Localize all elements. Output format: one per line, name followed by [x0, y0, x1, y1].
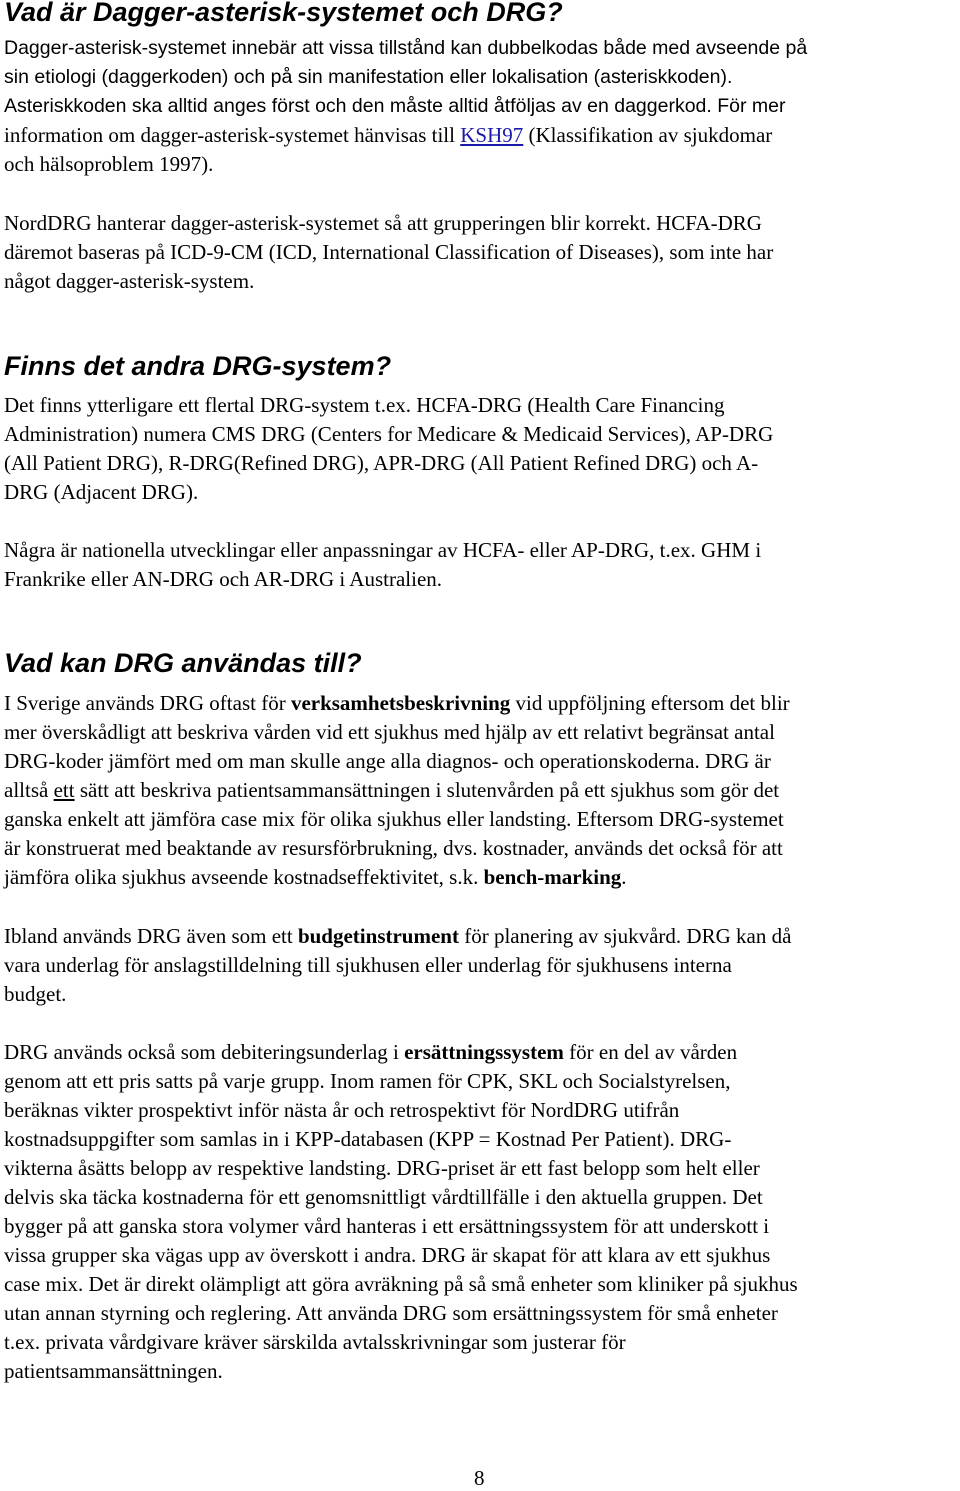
text-line: Administration) numera CMS DRG (Centers for Medicare & Medicaid Services), AP-DRG: [4, 422, 774, 446]
text-line: vissa grupper ska vägas upp av överskott i andra. DRG är skapat för att klara av ett sjukhus: [4, 1243, 771, 1267]
text-line: [4, 121, 772, 150]
text-span: .: [621, 865, 627, 889]
text-line: är konstruerat med beaktande av resursförbrukning, dvs. kostnader, används det också för att: [4, 836, 783, 860]
text-line: patientsammansättningen.: [4, 1359, 223, 1383]
text-span: för en del av vården: [563, 1040, 738, 1064]
page-number: 8: [474, 1466, 485, 1490]
text-span: I Sverige används DRG oftast för: [4, 691, 291, 715]
text-line: ganska enkelt att jämföra case mix för olika sjukhus eller landsting. Eftersom DRG-systemet: [4, 807, 784, 831]
text-line: Det finns ytterligare ett flertal DRG-system t.ex. HCFA-DRG (Health Care Financing: [4, 393, 725, 417]
text-line: Några är nationella utvecklingar eller anpassningar av HCFA- eller AP-DRG, t.ex. GHM i: [4, 538, 762, 562]
text-line: [4, 689, 790, 718]
text-line: [4, 776, 779, 805]
text-span: jämföra olika sjukhus avseende kostnadseffektivitet, s.k.: [4, 865, 484, 889]
underlined-word: ett: [53, 778, 75, 802]
text-span: information om dagger-asterisk-systemet hänvisas till: [4, 123, 461, 147]
text-line: vikterna åsätts belopp av respektive landsting. DRG-priset är ett fast belopp som helt eller: [4, 1156, 760, 1180]
text-line: DRG (Adjacent DRG).: [4, 480, 199, 504]
text-span: DRG används också som debiteringsunderlag i: [4, 1040, 405, 1064]
text-line: däremot baseras på ICD-9-CM (ICD, International Classification of Diseases), som inte har: [4, 240, 774, 264]
text-line: Frankrike eller AN-DRG och AR-DRG i Australien.: [4, 567, 443, 591]
text-line: t.ex. privata vårdgivare kräver särskilda avtalsskrivningar som justerar för: [4, 1330, 626, 1354]
section-heading-drg-usage: Vad kan DRG användas till?: [4, 648, 362, 678]
bold-term: budgetinstrument: [297, 924, 459, 948]
text-line: DRG-koder jämfört med om man skulle ange alla diagnos- och operationskoderna. DRG är: [4, 749, 771, 773]
text-span: för planering av sjukvård. DRG kan då: [458, 924, 792, 948]
text-line: mer överskådligt att beskriva vården vid ett sjukhus med hjälp av ett relativt begränsat antal: [4, 720, 775, 744]
text-line: delvis ska täcka kostnaderna för ett genomsnittligt vårdtillfälle i den aktuella gruppen. Det: [4, 1185, 763, 1209]
text-line: budget.: [4, 982, 67, 1006]
text-line: utan annan styrning och reglering. Att använda DRG som ersättningssystem för små enheter: [4, 1301, 778, 1325]
text-line: genom att ett pris satts på varje grupp. Inom ramen för CPK, SKL och Socialstyrelsen,: [4, 1069, 731, 1093]
text-span: vid uppföljning eftersom det blir: [510, 691, 790, 715]
ksh97-link[interactable]: KSH97: [460, 123, 524, 147]
text-line: bygger på att ganska stora volymer vård hanteras i ett ersättningssystem för att underskott i: [4, 1214, 770, 1238]
text-line: något dagger-asterisk-system.: [4, 269, 255, 293]
text-span: (Klassifikation av sjukdomar: [523, 123, 773, 147]
text-line: och hälsoproblem 1997).: [4, 152, 214, 176]
text-span: alltså: [4, 778, 54, 802]
text-line: sin etiologi (daggerkoden) och på sin manifestation eller lokalisation (asteriskkoden).: [4, 66, 733, 88]
text-line: [4, 1038, 737, 1067]
text-line: Dagger-asterisk-systemet innebär att vissa tillstånd kan dubbelkodas både med avseende på: [4, 37, 808, 59]
bold-term: ersättningssystem: [404, 1040, 564, 1064]
text-span: Ibland används DRG även som ett: [4, 924, 298, 948]
section-heading-dagger-asterisk: Vad är Dagger-asterisk-systemet och DRG?: [4, 0, 563, 27]
text-line: beräknas vikter prospektivt inför nästa år och retrospektivt för NordDRG utifrån: [4, 1098, 680, 1122]
text-line: (All Patient DRG), R-DRG(Refined DRG), APR-DRG (All Patient Refined DRG) och A-: [4, 451, 759, 475]
text-line: case mix. Det är direkt olämpligt att göra avräkning på så små enheter som kliniker på sjukhus: [4, 1272, 798, 1296]
text-line: kostnadsuppgifter som samlas in i KPP-databasen (KPP = Kostnad Per Patient). DRG-: [4, 1127, 732, 1151]
section-heading-other-drg-systems: Finns det andra DRG-system?: [4, 351, 392, 381]
bold-term: verksamhetsbeskrivning: [290, 691, 511, 715]
text-line: [4, 922, 791, 951]
text-line: NordDRG hanterar dagger-asterisk-systemet så att grupperingen blir korrekt. HCFA-DRG: [4, 211, 762, 235]
text-line: [4, 863, 627, 892]
text-line: vara underlag för anslagstilldelning till sjukhusen eller underlag för sjukhusens interna: [4, 953, 732, 977]
bold-term: bench-marking: [483, 865, 622, 889]
text-line: Asteriskkoden ska alltid anges först och den måste alltid åtföljas av en daggerkod. För mer: [4, 95, 786, 117]
text-span: sätt att beskriva patientsammansättningen i slutenvården på ett sjukhus som gör det: [74, 778, 780, 802]
